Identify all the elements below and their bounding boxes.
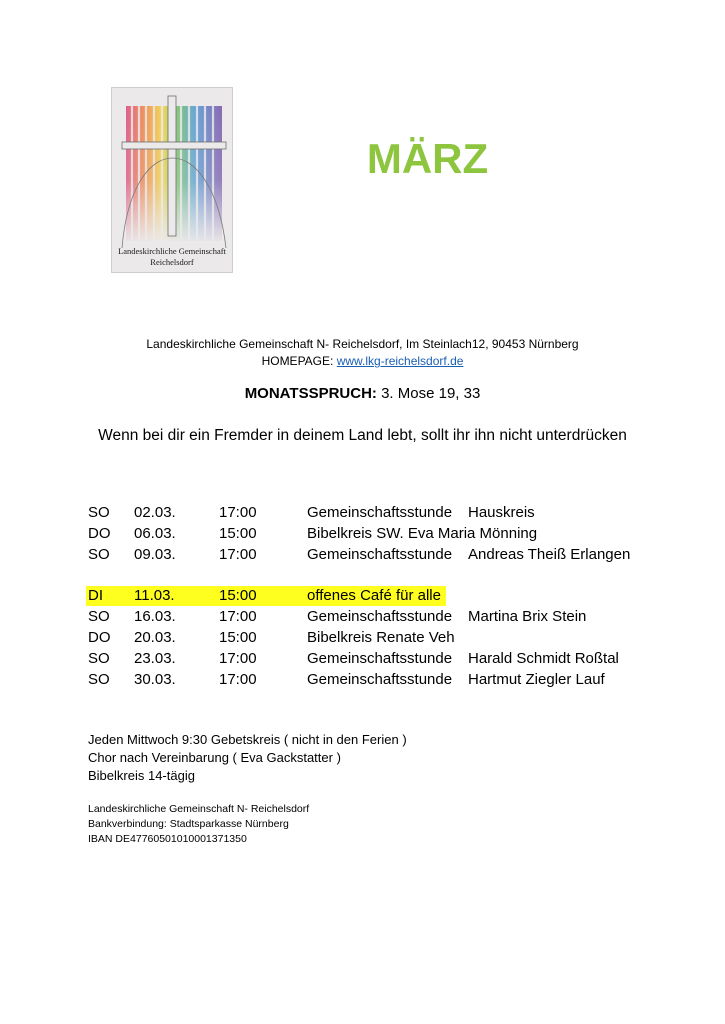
note-line: Chor nach Vereinbarung ( Eva Gackstatter ) <box>88 750 341 765</box>
footer-line: Bankverbindung: Stadtsparkasse Nürnberg <box>88 818 289 830</box>
schedule-date: 09.03. <box>134 546 176 563</box>
schedule-time: 17:00 <box>219 608 257 625</box>
schedule-person: Andreas Theiß Erlangen <box>468 546 631 563</box>
schedule-date: 23.03. <box>134 650 176 667</box>
address-block <box>0 336 725 370</box>
monthly-verse-label: MONATSSPRUCH: <box>244 385 377 402</box>
schedule-date: 30.03. <box>134 671 176 688</box>
schedule-day: DI <box>88 587 103 604</box>
schedule-time: 17:00 <box>219 650 257 667</box>
schedule-event: offenes Café für alle <box>307 587 441 604</box>
homepage-label: HOMEPAGE: <box>261 354 334 368</box>
footer-line: Landeskirchliche Gemeinschaft N- Reichelsdorf <box>88 803 310 815</box>
schedule-day: SO <box>88 546 110 563</box>
schedule-event: Gemeinschaftsstunde <box>307 504 453 521</box>
schedule-day: SO <box>88 671 110 688</box>
monthly-verse-reference: 3. Mose 19, 33 <box>381 385 481 402</box>
schedule-date: 11.03. <box>134 587 175 604</box>
schedule-time: 15:00 <box>219 525 257 542</box>
schedule-time: 15:00 <box>219 629 257 646</box>
schedule-person: Harald Schmidt Roßtal <box>468 650 619 667</box>
schedule-event: Gemeinschaftsstunde <box>307 650 453 667</box>
address-line: Landeskirchliche Gemeinschaft N- Reichelsdorf, Im Steinlach12, 90453 Nürnberg <box>146 337 579 351</box>
schedule-event: Gemeinschaftsstunde <box>307 546 453 563</box>
schedule-date: 02.03. <box>134 504 176 521</box>
logo-caption <box>112 246 232 268</box>
bank-footer <box>88 802 309 847</box>
monthly-verse-text: Wenn bei dir ein Fremder in deinem Land lebt, sollt ihr ihn nicht unterdrücken <box>98 427 627 444</box>
schedule-person: Hartmut Ziegler Lauf <box>468 671 605 688</box>
schedule-time: 17:00 <box>219 546 257 563</box>
month-title: MÄRZ <box>366 135 489 182</box>
schedule-row-highlighted <box>86 586 446 606</box>
schedule-person: Martina Brix Stein <box>468 608 587 625</box>
schedule-day: DO <box>88 525 111 542</box>
schedule-time: 15:00 <box>219 587 257 604</box>
schedule-day: DO <box>88 629 111 646</box>
schedule-day: SO <box>88 650 110 667</box>
note-line: Jeden Mittwoch 9:30 Gebetskreis ( nicht in den Ferien ) <box>88 732 407 747</box>
homepage-line <box>0 353 725 370</box>
schedule-date: 06.03. <box>134 525 176 542</box>
note-line: Bibelkreis 14-tägig <box>88 768 195 783</box>
logo-line-2: Reichelsdorf <box>150 257 194 267</box>
homepage-link[interactable]: www.lkg-reichelsdorf.de <box>336 354 464 368</box>
schedule-date: 20.03. <box>134 629 176 646</box>
schedule-person: Hauskreis <box>468 504 535 521</box>
logo-line-1: Landeskirchliche Gemeinschaft <box>118 246 226 256</box>
footer-line: IBAN DE47760501010001371350 <box>88 833 247 845</box>
schedule-time: 17:00 <box>219 671 257 688</box>
schedule-event: Bibelkreis SW. Eva Maria Mönning <box>307 525 538 542</box>
schedule-event: Gemeinschaftsstunde <box>307 671 453 688</box>
schedule-event: Bibelkreis Renate Veh <box>307 629 455 646</box>
monthly-verse-heading <box>0 384 725 404</box>
recurring-notes <box>88 731 407 785</box>
schedule-date: 16.03. <box>134 608 176 625</box>
schedule-time: 17:00 <box>219 504 257 521</box>
schedule-event: Gemeinschaftsstunde <box>307 608 453 625</box>
schedule-day: SO <box>88 504 110 521</box>
schedule-day: SO <box>88 608 110 625</box>
church-logo <box>111 87 233 273</box>
